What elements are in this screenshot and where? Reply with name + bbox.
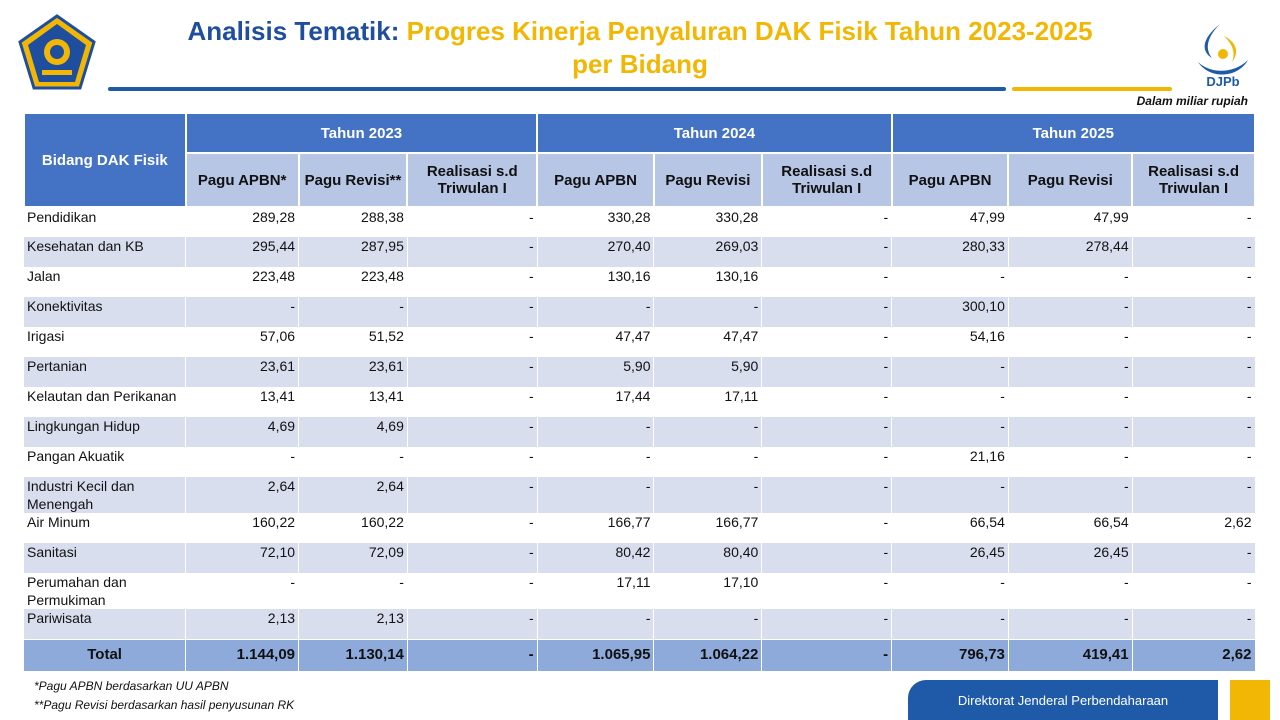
table-cell: 5,90 — [654, 357, 762, 387]
table-cell: - — [762, 297, 892, 327]
dak-table — [23, 112, 1256, 671]
table-cell: 13,41 — [186, 387, 299, 417]
row-label: Sanitasi — [24, 543, 186, 573]
table-cell: 13,41 — [299, 387, 408, 417]
table-cell: - — [537, 447, 654, 477]
table-row — [24, 447, 1255, 477]
table-cell: 2,13 — [299, 609, 408, 639]
row-label: Irigasi — [24, 327, 186, 357]
table-cell: - — [407, 327, 537, 357]
table-cell: - — [1008, 417, 1132, 447]
table-cell: 47,47 — [654, 327, 762, 357]
table-cell: 66,54 — [1008, 513, 1132, 543]
table-cell: - — [654, 417, 762, 447]
table-cell: - — [407, 357, 537, 387]
table-cell: 2,64 — [186, 477, 299, 513]
table-row — [24, 267, 1255, 297]
total-cell: 1.064,22 — [654, 639, 762, 671]
column-header: Realisasi s.d Triwulan I — [1132, 153, 1255, 207]
table-cell: - — [1008, 477, 1132, 513]
table-cell: - — [537, 297, 654, 327]
row-label: Perumahan dan Permukiman — [24, 573, 186, 609]
table-cell: 4,69 — [186, 417, 299, 447]
table-cell: - — [407, 237, 537, 267]
table-cell: - — [654, 297, 762, 327]
column-header: Pagu APBN — [892, 153, 1009, 207]
table-cell: - — [407, 477, 537, 513]
table-cell: 47,99 — [892, 207, 1009, 237]
footnote-1: *Pagu APBN berdasarkan UU APBN — [34, 679, 229, 693]
table-cell: - — [654, 447, 762, 477]
total-cell: 1.130,14 — [299, 639, 408, 671]
table-cell: - — [186, 573, 299, 609]
table-cell: - — [1008, 387, 1132, 417]
total-cell: 419,41 — [1008, 639, 1132, 671]
table-cell: 270,40 — [537, 237, 654, 267]
footnote-2: **Pagu Revisi berdasarkan hasil penyusunan RK — [34, 698, 295, 712]
table-cell: 47,99 — [1008, 207, 1132, 237]
table-row — [24, 207, 1255, 237]
row-header: Bidang DAK Fisik — [24, 113, 186, 207]
table-cell: - — [407, 543, 537, 573]
table-cell: 23,61 — [186, 357, 299, 387]
table-cell: - — [1132, 543, 1255, 573]
table-cell: - — [299, 297, 408, 327]
total-cell: 2,62 — [1132, 639, 1255, 671]
table-cell: - — [762, 357, 892, 387]
table-cell: - — [1008, 447, 1132, 477]
column-header: Pagu Revisi — [654, 153, 762, 207]
table-cell: - — [762, 609, 892, 639]
table-cell: 21,16 — [892, 447, 1009, 477]
table-cell: 166,77 — [537, 513, 654, 543]
table-cell: - — [1132, 237, 1255, 267]
table-cell: 17,44 — [537, 387, 654, 417]
total-cell: 1.144,09 — [186, 639, 299, 671]
column-header: Realisasi s.d Triwulan I — [762, 153, 892, 207]
table-cell: 223,48 — [299, 267, 408, 297]
row-label: Air Minum — [24, 513, 186, 543]
title-rule-yellow — [1012, 87, 1172, 91]
table-cell: 51,52 — [299, 327, 408, 357]
table-cell: 160,22 — [299, 513, 408, 543]
row-label: Kelautan dan Perikanan — [24, 387, 186, 417]
table-row — [24, 477, 1255, 513]
table-cell: 278,44 — [1008, 237, 1132, 267]
table-cell: - — [892, 357, 1009, 387]
table-row — [24, 417, 1255, 447]
table-cell: - — [407, 573, 537, 609]
table-cell: - — [762, 447, 892, 477]
table-cell: 23,61 — [299, 357, 408, 387]
total-cell: - — [407, 639, 537, 671]
table-cell: 288,38 — [299, 207, 408, 237]
table-cell: 166,77 — [654, 513, 762, 543]
table-cell: 130,16 — [537, 267, 654, 297]
column-header: Pagu APBN* — [186, 153, 299, 207]
title-prefix: Analisis Tematik: — [187, 16, 400, 46]
total-cell: 796,73 — [892, 639, 1009, 671]
table-cell: 80,40 — [654, 543, 762, 573]
title-main: Progres Kinerja Penyaluran DAK Fisik Tahun 2023-2025 — [406, 16, 1093, 46]
footer-org-text: Direktorat Jenderal Perbendaharaan — [957, 692, 1169, 708]
column-header: Pagu Revisi — [1008, 153, 1132, 207]
table-cell: - — [186, 447, 299, 477]
table-cell: - — [892, 609, 1009, 639]
table-cell: 72,09 — [299, 543, 408, 573]
table-cell: - — [407, 513, 537, 543]
title-rule-blue — [108, 87, 1006, 91]
table-cell: 300,10 — [892, 297, 1009, 327]
page-title — [110, 14, 1170, 80]
table-row — [24, 387, 1255, 417]
table-cell: - — [892, 573, 1009, 609]
footer-org — [908, 680, 1218, 720]
table-row — [24, 543, 1255, 573]
table-cell: - — [1132, 207, 1255, 237]
table-cell: - — [407, 267, 537, 297]
table-row — [24, 573, 1255, 609]
table-cell: - — [762, 237, 892, 267]
table-cell: - — [1008, 267, 1132, 297]
row-label: Pariwisata — [24, 609, 186, 639]
table-cell: - — [299, 447, 408, 477]
table-cell: 330,28 — [654, 207, 762, 237]
table-cell: - — [1132, 417, 1255, 447]
column-header: Realisasi s.d Triwulan I — [407, 153, 537, 207]
table-cell: - — [537, 609, 654, 639]
table-cell: - — [1132, 573, 1255, 609]
total-cell: 1.065,95 — [537, 639, 654, 671]
table-cell: - — [407, 417, 537, 447]
row-label: Jalan — [24, 267, 186, 297]
table-cell: 26,45 — [892, 543, 1009, 573]
table-cell: - — [892, 477, 1009, 513]
table-cell: - — [1132, 327, 1255, 357]
total-row — [24, 639, 1255, 671]
table-cell: 5,90 — [537, 357, 654, 387]
table-cell: 80,42 — [537, 543, 654, 573]
table-cell: - — [1132, 387, 1255, 417]
table-cell: 2,62 — [1132, 513, 1255, 543]
table-cell: - — [762, 267, 892, 297]
table-cell: 295,44 — [186, 237, 299, 267]
table-cell: - — [407, 297, 537, 327]
table-cell: 330,28 — [537, 207, 654, 237]
table-cell: 269,03 — [654, 237, 762, 267]
table-cell: - — [762, 327, 892, 357]
table-cell: - — [1132, 447, 1255, 477]
table-cell: 72,10 — [186, 543, 299, 573]
table-cell: - — [407, 609, 537, 639]
table-cell: - — [1132, 477, 1255, 513]
table-cell: 26,45 — [1008, 543, 1132, 573]
year-header-2025: Tahun 2025 — [892, 113, 1255, 153]
title-line2: per Bidang — [572, 49, 708, 79]
table-cell: 17,11 — [537, 573, 654, 609]
table-cell: 4,69 — [299, 417, 408, 447]
table-cell: 47,47 — [537, 327, 654, 357]
table-cell: - — [762, 207, 892, 237]
row-label: Pertanian — [24, 357, 186, 387]
row-label: Konektivitas — [24, 297, 186, 327]
table-row — [24, 237, 1255, 267]
year-header-2023: Tahun 2023 — [186, 113, 537, 153]
table-cell: - — [892, 387, 1009, 417]
unit-note: Dalam miliar rupiah — [1136, 94, 1248, 108]
table-cell: 54,16 — [892, 327, 1009, 357]
table-cell: - — [1008, 327, 1132, 357]
table-row — [24, 609, 1255, 639]
table-cell: - — [762, 513, 892, 543]
table-cell: 130,16 — [654, 267, 762, 297]
table-cell: - — [407, 447, 537, 477]
table-cell: - — [186, 297, 299, 327]
table-cell: - — [762, 387, 892, 417]
row-label: Kesehatan dan KB — [24, 237, 186, 267]
table-cell: 160,22 — [186, 513, 299, 543]
table-cell: - — [1008, 609, 1132, 639]
table-cell: 2,64 — [299, 477, 408, 513]
table-cell: - — [1132, 357, 1255, 387]
table-cell: 57,06 — [186, 327, 299, 357]
table-cell: - — [1008, 297, 1132, 327]
row-label: Pangan Akuatik — [24, 447, 186, 477]
table-cell: - — [299, 573, 408, 609]
year-header-2024: Tahun 2024 — [537, 113, 891, 153]
table-row — [24, 513, 1255, 543]
table-cell: - — [1132, 267, 1255, 297]
table-cell: - — [537, 477, 654, 513]
row-label: Lingkungan Hidup — [24, 417, 186, 447]
row-label: Industri Kecil dan Menengah — [24, 477, 186, 513]
table-cell: 223,48 — [186, 267, 299, 297]
djpb-logo-text: DJPb — [1206, 74, 1240, 89]
table-cell: 66,54 — [892, 513, 1009, 543]
kemenkeu-logo — [18, 14, 96, 92]
table-cell: - — [654, 609, 762, 639]
table-row — [24, 297, 1255, 327]
table-cell: - — [1008, 573, 1132, 609]
table-cell: - — [537, 417, 654, 447]
table-cell: 287,95 — [299, 237, 408, 267]
table-cell: - — [407, 387, 537, 417]
table-cell: - — [762, 573, 892, 609]
table-cell: - — [762, 543, 892, 573]
table-cell: 280,33 — [892, 237, 1009, 267]
table-row — [24, 357, 1255, 387]
table-cell: - — [407, 207, 537, 237]
table-cell: - — [654, 477, 762, 513]
table-cell: 2,13 — [186, 609, 299, 639]
table-cell: - — [1132, 297, 1255, 327]
total-cell: - — [762, 639, 892, 671]
table-row — [24, 327, 1255, 357]
row-label: Pendidikan — [24, 207, 186, 237]
table-cell: 17,10 — [654, 573, 762, 609]
table-cell: - — [1008, 357, 1132, 387]
column-header: Pagu Revisi** — [299, 153, 408, 207]
table-cell: - — [1132, 609, 1255, 639]
footer-accent — [1230, 680, 1270, 720]
table-cell: - — [762, 417, 892, 447]
column-header: Pagu APBN — [537, 153, 654, 207]
table-cell: 289,28 — [186, 207, 299, 237]
total-label: Total — [24, 639, 186, 671]
table-cell: 17,11 — [654, 387, 762, 417]
table-cell: - — [892, 417, 1009, 447]
table-cell: - — [892, 267, 1009, 297]
table-cell: - — [762, 477, 892, 513]
